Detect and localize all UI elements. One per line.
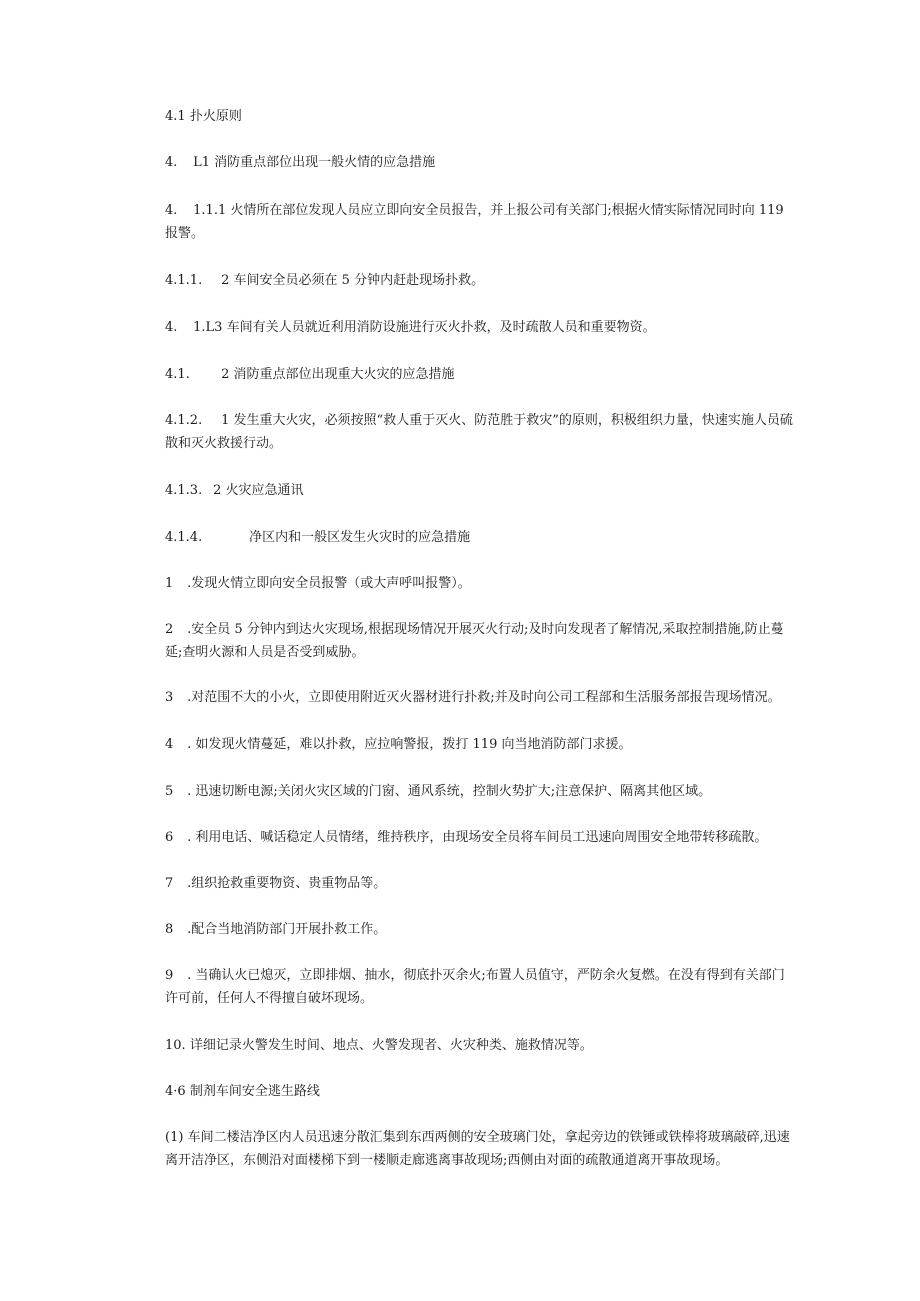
paragraph-4-1-4 — [165, 526, 795, 549]
paragraph-number: 4.1.4. — [165, 530, 203, 545]
paragraph-number: 4 — [165, 737, 174, 752]
list-item-3 — [165, 686, 795, 709]
list-item-10 — [165, 1034, 795, 1057]
paragraph-number: 4. — [165, 203, 178, 218]
paragraph-text: 详细记录火警发生时间、地点、火警发现者、火灾种类、施救情况等。 — [189, 1038, 593, 1053]
paragraph-text: . 当确认火已熄灭，立即排烟、抽水，彻底扑灭余火;布置人员值守，严防余火复燃。在没有得到有关部门许可前，任何人不得擅自破坏现场。 — [165, 968, 785, 1006]
paragraph-text: L1 消防重点部位出现一般火情的应急措施 — [193, 155, 436, 170]
list-item-6 — [165, 826, 795, 849]
paragraph-number: 4. — [165, 155, 178, 170]
paragraph-4-1-1-3 — [165, 316, 795, 339]
paragraph-number: 6 — [165, 830, 174, 845]
paragraph-text: 净区内和一般区发生火灾时的应急措施 — [249, 530, 471, 545]
list-item-4 — [165, 733, 795, 756]
paragraph-escape-route-1 — [165, 1126, 795, 1172]
paragraph-text: . 迅速切断电源;关闭火灾区域的门窗、通风系统，控制火势扩大;注意保护、隔离其他区域。 — [187, 784, 712, 799]
list-item-2 — [165, 618, 795, 664]
list-item-7 — [165, 872, 795, 895]
paragraph-number: 4.1.1. — [165, 273, 203, 288]
paragraph-text: .对范围不大的小火，立即使用附近灭火器材进行扑救;并及时向公司工程部和生活服务部报告现场情况。 — [187, 690, 781, 705]
paragraph-number: (1) — [165, 1130, 184, 1145]
paragraph-text: .发现火情立即向安全员报警（或大声呼叫报警）。 — [187, 576, 471, 591]
paragraph-4-1 — [165, 105, 795, 128]
paragraph-text: 1 发生重大火灾，必须按照“救人重于灭火、防范胜于救灾”的原则，积极组织力量，快速实施人员硫散和灭火救援行动。 — [165, 413, 793, 451]
paragraph-text: 2 消防重点部位出现重大火灾的应急措施 — [221, 367, 455, 382]
paragraph-number: 2 — [165, 622, 174, 637]
paragraph-number: 4.1. — [165, 367, 190, 382]
paragraph-number: 4. — [165, 320, 178, 335]
list-item-9 — [165, 964, 795, 1010]
paragraph-number: 8 — [165, 922, 174, 937]
paragraph-text: . 如发现火情蔓延，难以扑救，应拉响警报，拨打 119 向当地消防部门求援。 — [187, 737, 632, 752]
paragraph-number: 5 — [165, 784, 174, 799]
list-item-8 — [165, 918, 795, 941]
paragraph-4-1-1-2 — [165, 269, 795, 292]
paragraph-text: .安全员 5 分钟内到达火灾现场,根据现场情况开展灭火行动;及时向发现者了解情况,采取控制措施,防止蔓延;查明火源和人员是否受到威胁。 — [165, 622, 784, 660]
paragraph-text: . 利用电话、喊话稳定人员情绪，维持秩序，由现场安全员将车间员工迅速向周围安全地带转移疏散。 — [187, 830, 768, 845]
paragraph-number: 1 — [165, 576, 174, 591]
list-item-5 — [165, 780, 795, 803]
paragraph-number: 7 — [165, 876, 174, 891]
paragraph-number: 4·6 — [165, 1084, 186, 1099]
paragraph-4-1-2-1 — [165, 409, 795, 455]
paragraph-text: 2 车间安全员必须在 5 分钟内赶赴现场扑救。 — [221, 273, 485, 288]
paragraph-text: 扑火原则 — [189, 109, 242, 124]
paragraph-4-1-1-1 — [165, 199, 795, 245]
paragraph-4-1-2 — [165, 363, 795, 386]
paragraph-number: 4.1 — [165, 109, 186, 124]
paragraph-text: .配合当地消防部门开展扑救工作。 — [187, 922, 387, 937]
paragraph-number: 10. — [165, 1038, 186, 1053]
paragraph-4-6 — [165, 1080, 795, 1103]
paragraph-number: 9 — [165, 968, 174, 983]
paragraph-text: 2 火灾应急通讯 — [213, 483, 304, 498]
paragraph-4-1-1 — [165, 151, 795, 174]
list-item-1 — [165, 572, 795, 595]
paragraph-text: 1.L3 车间有关人员就近利用消防设施进行灭火扑救，及时疏散人员和重要物资。 — [193, 320, 656, 335]
paragraph-text: 车间二楼洁净区内人员迅速分散汇集到东西两侧的安全玻璃门处，拿起旁边的铁锤或铁棒将玻璃敲碎,迅速离开洁净区，东侧沿对面楼梯下到一楼顺走廊逃离事故现场;西侧由对面的疏散通道离开事故现场。 — [165, 1130, 790, 1168]
paragraph-number: 4.1.2. — [165, 413, 203, 428]
paragraph-text: 1.1.1 火情所在部位发现人员应立即向安全员报告，并上报公司有关部门;根据火情实际情况同时向 119 报警。 — [165, 203, 784, 241]
paragraph-number: 4.1.3. — [165, 483, 203, 498]
paragraph-4-1-3 — [165, 479, 795, 502]
paragraph-number: 3 — [165, 690, 174, 705]
paragraph-text: .组织抢救重要物资、贵重物品等。 — [187, 876, 387, 891]
paragraph-text: 制剂车间安全逃生路线 — [189, 1084, 320, 1099]
